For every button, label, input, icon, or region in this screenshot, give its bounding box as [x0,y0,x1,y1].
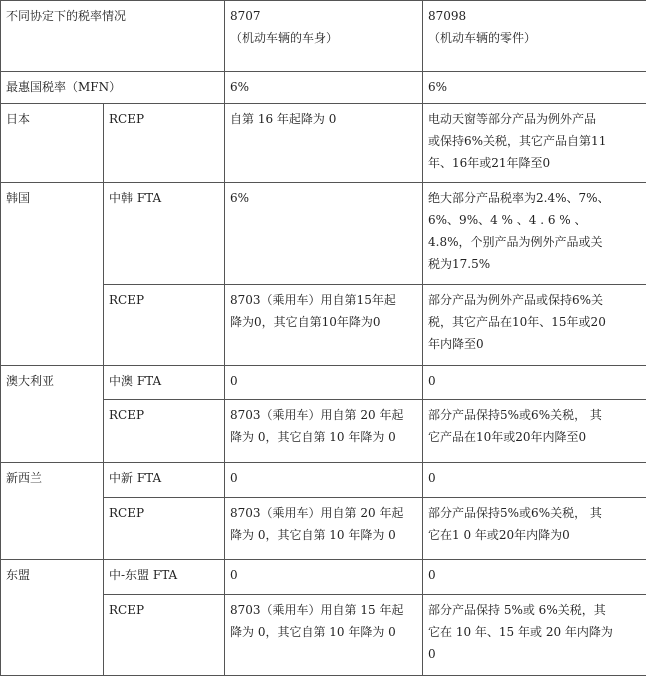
rate-87098-cell [423,400,646,463]
rate-8707-cell [225,365,423,399]
cell-line: 降为0，其它自第10年降为0 [230,314,381,329]
header-87098 [423,1,646,72]
cell-line: 部分产品保持5%或6%关税， 其 [428,505,602,520]
rate-87098-cell [423,183,646,284]
cell-line: 8703（乘用车）用自第 15 年起 [230,602,404,617]
cell-line: 它产品在10年或20年内降至0 [428,430,587,445]
rate-8707-cell [225,560,423,594]
cell-line: 0 [428,471,436,486]
cell-line: 0 [428,373,436,388]
hs-desc-8707: （机动车辆的车身） [230,31,339,45]
cell-line: 电动天窗等部分产品为例外产品 [428,112,597,127]
cell-line: 0 [230,373,238,388]
cell-line: 税，其它产品在10年、15年或20 [428,314,606,329]
agreement-cell: RCEP [104,497,225,560]
cell-line: 它在1 0 年或20年内降为0 [428,527,570,542]
hs-desc-87098: （机动车辆的零件） [428,31,537,45]
cell-line: 税为17.5% [428,257,491,272]
table-row [1,497,646,560]
rate-8707-cell [225,463,423,497]
cell-line: 6%、9%、4 % 、4 . 6 % 、 [428,213,587,228]
cell-line: 8703（乘用车）用自第15年起 [230,292,396,307]
cell-line: 年、16年或21年降至0 [428,156,551,171]
cell-line: 0 [428,646,436,661]
hs-code-87098: 87098 [428,9,467,23]
table-row [1,183,646,284]
agreement-cell: RCEP [104,104,225,183]
cell-line: 部分产品保持5%或6%关税， 其 [428,408,602,423]
cell-line: 4.8%，个别产品为例外产品或关 [428,235,603,250]
rate-87098-cell [423,497,646,560]
cell-line: 0 [428,568,436,583]
rate-87098-cell [423,365,646,399]
country-cell: 东盟 [1,560,104,594]
cell-line: 部分产品为例外产品或保持6%关 [428,292,604,307]
table-row [1,104,646,183]
rate-8707-cell [225,284,423,365]
cell-line: 6% [230,191,250,206]
table-row [1,365,646,399]
rate-8707-cell [225,497,423,560]
table-row [1,560,646,594]
table-title: 不同协定下的税率情况 [1,1,225,72]
table-row [1,463,646,497]
country-cell [1,400,104,463]
country-cell: 新西兰 [1,463,104,497]
agreement-cell: 中韩 FTA [104,183,225,284]
hs-code-8707: 8707 [230,9,261,23]
header-8707 [225,1,423,72]
agreement-cell: 中澳 FTA [104,365,225,399]
rate-87098-cell [423,284,646,365]
rate-87098-cell [423,560,646,594]
agreement-cell: RCEP [104,400,225,463]
agreement-cell: 中新 FTA [104,463,225,497]
country-cell: 日本 [1,104,104,183]
mfn-rate-87098: 6% [423,71,646,103]
table-row [1,284,646,365]
table-row [1,400,646,463]
agreement-cell: 中-东盟 FTA [104,560,225,594]
rate-8707-cell [225,594,423,675]
mfn-label: 最惠国税率（MFN） [1,71,225,103]
cell-line: 部分产品保持 5%或 6%关税，其 [428,602,606,617]
rate-87098-cell [423,104,646,183]
rate-8707-cell [225,183,423,284]
rate-8707-cell [225,104,423,183]
cell-line: 8703（乘用车）用自第 20 年起 [230,408,404,423]
cell-line: 0 [230,471,238,486]
rate-8707-cell [225,400,423,463]
mfn-row [1,71,646,103]
table-row [1,594,646,675]
country-cell [1,594,104,675]
agreement-cell: RCEP [104,594,225,675]
country-cell [1,497,104,560]
cell-line: 年内降至0 [428,336,484,351]
rate-87098-cell [423,594,646,675]
header-row [1,1,646,72]
agreement-cell: RCEP [104,284,225,365]
cell-line: 降为 0，其它自第 10 年降为 0 [230,624,396,639]
cell-line: 0 [230,568,238,583]
cell-line: 它在 10 年、15 年或 20 年内降为 [428,624,613,639]
cell-line: 或保持6%关税，其它产品自第11 [428,134,607,149]
cell-line: 降为 0，其它自第 10 年降为 0 [230,527,396,542]
country-cell [1,284,104,365]
country-cell: 澳大利亚 [1,365,104,399]
cell-line: 降为 0，其它自第 10 年降为 0 [230,430,396,445]
mfn-rate-8707: 6% [225,71,423,103]
cell-line: 8703（乘用车）用自第 20 年起 [230,505,404,520]
rate-87098-cell [423,463,646,497]
cell-line: 自第 16 年起降为 0 [230,112,337,127]
country-cell: 韩国 [1,183,104,284]
cell-line: 绝大部分产品税率为2.4%、7%、 [428,191,610,206]
